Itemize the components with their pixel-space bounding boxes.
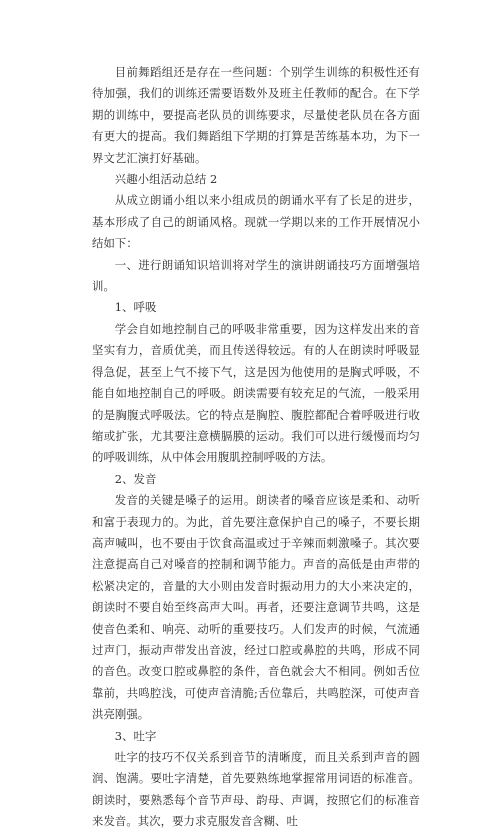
subheading-articulation: 3、吐字 <box>114 728 157 743</box>
paragraph-pronunciation: 发音的关键是嗓子的运用。朗读者的嗓音应该是柔和、动听和富于表现力的。为此，首先要注意保护自己的嗓子，不要长期高声喊叫，也不要由于饮食高温或过于辛辣而刺激嗓子。其次要注意提高自己对嗓音的控制和调节能力。声音的高低是由声带的松紧决定的，音量的大小则由发音时振动用力的大小来决定的，朗读时不要自始至终高声大叫。再者，还要注意调节共鸣，这是使音色柔和、响亮、动听的重要技巧。人们发声的时候，气流通过声门，振动声带发出音波，经过口腔或鼻腔的共鸣，形成不同的音色。改变口腔或鼻腔的条件，音色就会大不相同。例如舌位靠前，共鸣腔浅，可使声音清脆;舌位靠后，共鸣腔深，可使声音洪亮刚强。 <box>92 493 420 722</box>
subheading-pronunciation: 2、发音 <box>114 471 157 486</box>
heading-training-item-1: 一、进行朗诵知识培训将对学生的演讲朗诵技巧方面增强培训。 <box>92 257 420 294</box>
section-title-interest-group-summary-2: 兴趣小组活动总结 2 <box>114 172 218 187</box>
paragraph-breathing: 学会自如地控制自己的呼吸非常重要，因为这样发出来的音坚实有力，音质优美，而且传送得较远。有的人在朗读时呼吸显得急促，甚至上气不接下气，这是因为他使用的是胸式呼吸，不能自如地控制自己的呼吸。朗读需要有较充足的气流，一般采用的是胸腹式呼吸法。它的特点是胸腔、腹腔都配合着呼吸进行收缩或扩张，尤其要注意横膈膜的运动。我们可以进行缓慢而均匀的呼吸训练，从中体会用腹肌控制呼吸的方法。 <box>92 321 420 465</box>
paragraph-recitation-group-intro: 从成立朗诵小组以来小组成员的朗诵水平有了长足的进步，基本形成了自己的朗诵风格。现就一学期以来的工作开展情况小结如下： <box>92 193 420 251</box>
document-body <box>92 62 420 833</box>
paragraph-dance-group-summary: 目前舞蹈组还是存在一些问题：个别学生训练的积极性还有待加强，我们的训练还需要语数外及班主任教师的配合。在下学期的训练中，要提高老队员的训练要求，尽量使老队员在各方面有更大的提高。我们舞蹈组下学期的打算是苦练基本功，为下一界文艺汇演打好基础。 <box>92 65 420 165</box>
paragraph-articulation: 吐字的技巧不仅关系到音节的清晰度，而且关系到声音的圆润、饱满。要吐字清楚，首先要熟练地掌握常用词语的标准音。朗读时，要熟悉每个音节声母、韵母、声调，按照它们的标准音来发音。其次，要力求克服发音含糊、吐 <box>92 750 420 829</box>
subheading-breathing: 1、呼吸 <box>114 300 157 315</box>
